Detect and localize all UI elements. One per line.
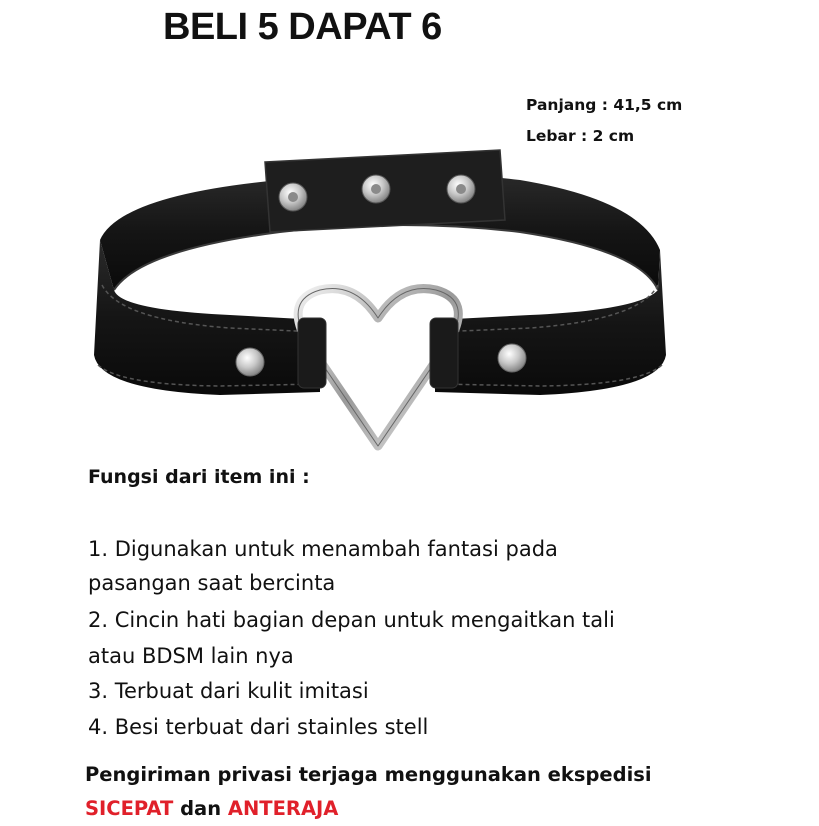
spec-length: Panjang : 41,5 cm [526, 96, 683, 114]
function-title: Fungsi dari item ini : [88, 466, 310, 488]
shipping-info [85, 758, 652, 826]
courier-line [85, 792, 652, 826]
feature-line-6: 4. Besi terbuat dari stainles stell [88, 715, 429, 739]
spec-width: Lebar : 2 cm [526, 127, 635, 145]
feature-line-5: 3. Terbuat dari kulit imitasi [88, 679, 369, 703]
shipping-line: Pengiriman privasi terjaga menggunakan ekspedisi [85, 763, 652, 786]
courier-conjunction: dan [173, 797, 228, 820]
feature-line-2: pasangan saat bercinta [88, 571, 336, 595]
feature-line-1: 1. Digunakan untuk menambah fantasi pada [88, 537, 558, 561]
promo-headline: BELI 5 DAPAT 6 [163, 6, 442, 48]
feature-line-4: atau BDSM lain nya [88, 644, 294, 668]
courier-sicepat: SICEPAT [85, 797, 174, 820]
choker-product-image [80, 140, 680, 460]
feature-line-3: 2. Cincin hati bagian depan untuk mengaitkan tali [88, 608, 615, 632]
courier-anteraja: ANTERAJA [227, 797, 339, 820]
